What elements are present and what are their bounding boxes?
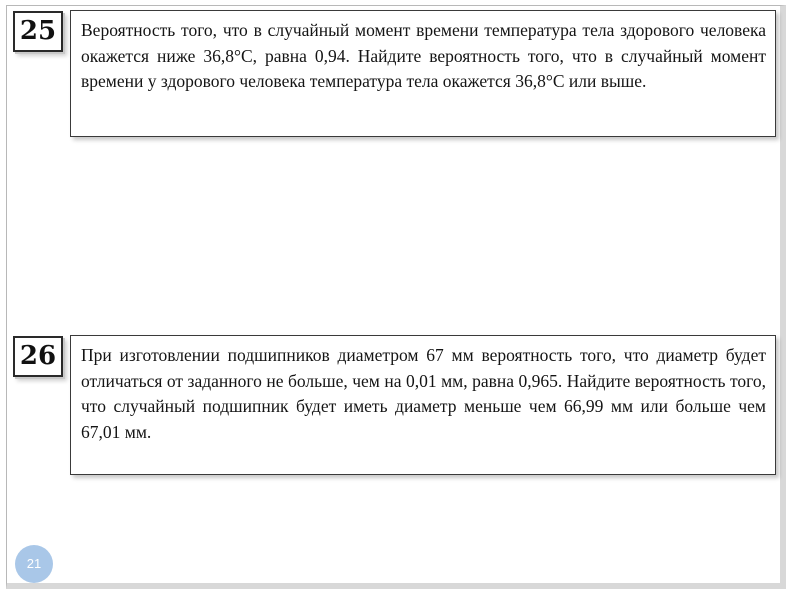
problem-number-25: 25	[13, 11, 63, 52]
problem-text-box-25	[70, 10, 776, 137]
problem-text-26: При изготовлении подшипников диаметром 67 мм вероятность того, что диаметр будет отличаться от заданного не больше, чем на 0,01 мм, равна 0,965. Найдите вероятность того, что случайный подшипник будет иметь диаметр меньше чем 66,99 мм или больше чем 67,01 мм.	[81, 345, 766, 442]
problem-text-box-26	[70, 335, 776, 475]
page-number-badge: 21	[15, 545, 53, 583]
problem-number-26: 26	[13, 336, 63, 377]
problem-text-25: Вероятность того, что в случайный момент времени температура тела здорового человека окажется ниже 36,8°C, равна 0,94. Найдите вероятность того, что в случайный момент времени у здорового человека температура тела окажется 36,8°C или выше.	[81, 20, 766, 91]
